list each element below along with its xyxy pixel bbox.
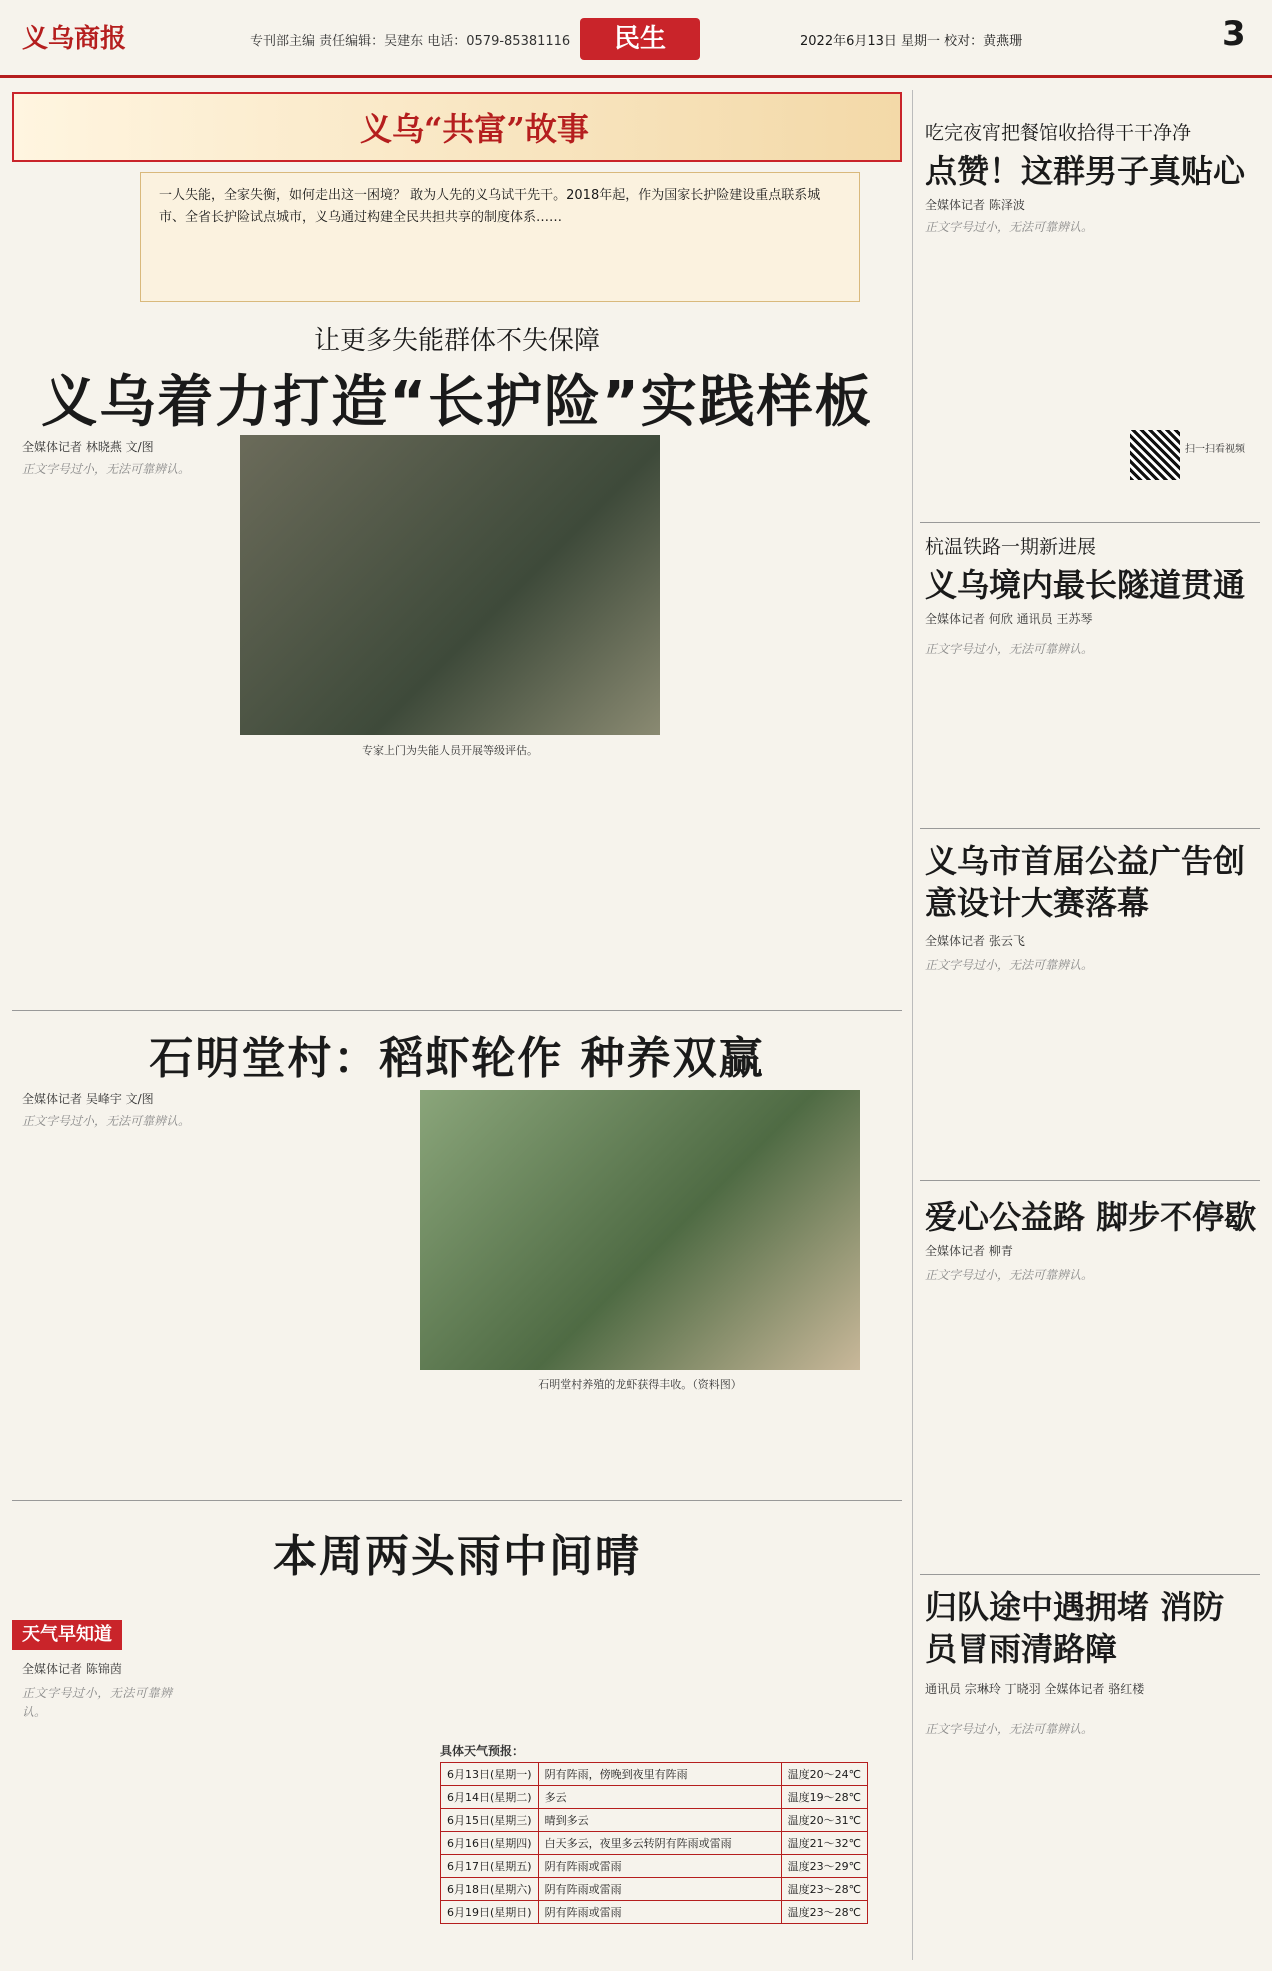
a2-body: 正文字号过小，无法可靠辨认。 [925, 642, 1094, 656]
a1-body: 正文字号过小，无法可靠辨认。 [925, 220, 1094, 234]
lead-subhead: 让更多失能群体不失保障 [313, 326, 600, 356]
forecast-temp: 温度23～28℃ [781, 1878, 867, 1901]
forecast-row [441, 1855, 868, 1878]
forecast-day: 6月14日(星期二) [441, 1786, 539, 1809]
forecast-desc: 阴有阵雨或雷雨 [538, 1855, 781, 1878]
lead-byline: 全媒体记者 林晓燕 文/图 [22, 440, 154, 454]
forecast-row [441, 1901, 868, 1924]
shrimp-headline: 石明堂村：稻虾轮作 种养双赢 [149, 1033, 765, 1084]
shrimp-byline: 全媒体记者 吴峰宇 文/图 [22, 1092, 154, 1106]
editor-meta: 专刊部主编 责任编辑：吴建东 电话：0579-85381116 [250, 34, 571, 49]
qr-code-icon[interactable] [1130, 430, 1180, 480]
forecast-desc: 多云 [538, 1786, 781, 1809]
divider [920, 828, 1260, 829]
a4-byline: 全媒体记者 柳青 [925, 1244, 1013, 1258]
forecast-row [441, 1878, 868, 1901]
forecast-temp: 温度21～32℃ [781, 1832, 867, 1855]
issue-date: 2022年6月13日 星期一 校对：黄燕珊 [800, 34, 1023, 49]
forecast-day: 6月18日(星期六) [441, 1878, 539, 1901]
a1-byline: 全媒体记者 陈泽波 [925, 198, 1025, 212]
page-number: 3 [1222, 14, 1246, 54]
forecast-day: 6月13日(星期一) [441, 1763, 539, 1786]
newspaper-logo: 义乌商报 [22, 24, 127, 54]
forecast-desc: 阴有阵雨或雷雨 [538, 1878, 781, 1901]
a1-headline: 点赞！这群男子真贴心 [925, 152, 1246, 190]
section-label: 民生 [580, 18, 700, 60]
forecast-temp: 温度23～29℃ [781, 1855, 867, 1878]
forecast-day: 6月16日(星期四) [441, 1832, 539, 1855]
weather-body: 正文字号过小，无法可靠辨认。 [22, 1686, 172, 1719]
a2-subhead: 杭温铁路一期新进展 [925, 536, 1097, 558]
divider [920, 1180, 1260, 1181]
a3-body: 正文字号过小，无法可靠辨认。 [925, 958, 1094, 972]
forecast-table-title: 具体天气预报： [440, 1744, 525, 1758]
forecast-desc: 晴到多云 [538, 1809, 781, 1832]
a5-byline: 通讯员 宗琳玲 丁晓羽 全媒体记者 骆红楼 [925, 1682, 1145, 1696]
a2-headline: 义乌境内最长隧道贯通 [925, 566, 1246, 604]
shrimp-body: 正文字号过小，无法可靠辨认。 [22, 1114, 191, 1128]
forecast-temp: 温度23～28℃ [781, 1901, 867, 1924]
a2-byline: 全媒体记者 何欣 通讯员 王苏琴 [925, 612, 1093, 626]
forecast-row [441, 1786, 868, 1809]
divider [12, 1500, 902, 1501]
forecast-row [441, 1763, 868, 1786]
forecast-desc: 阴有阵雨，傍晚到夜里有阵雨 [538, 1763, 781, 1786]
forecast-temp: 温度20～31℃ [781, 1809, 867, 1832]
lead-headline: 义乌着力打造“长护险”实践样板 [41, 370, 873, 435]
lead-body: 正文字号过小，无法可靠辨认。 [22, 462, 191, 476]
a1-subhead: 吃完夜宵把餐馆收拾得干干净净 [925, 122, 1192, 144]
a3-byline: 全媒体记者 张云飞 [925, 934, 1025, 948]
forecast-desc: 阴有阵雨或雷雨 [538, 1901, 781, 1924]
weather-tag: 天气早知道 [12, 1620, 122, 1650]
weather-headline: 本周两头雨中间晴 [273, 1531, 641, 1582]
a3-headline: 义乌市首届公益广告创意设计大赛落幕 [925, 842, 1246, 922]
forecast-row [441, 1809, 868, 1832]
lead-intro: 一人失能，全家失衡，如何走出这一困境？ 敢为人先的义乌试干先干。2018年起，作为国家长护险建设重点联系城市、全省长护险试点城市，义乌通过构建全民共担共享的制度体系…… [140, 172, 860, 302]
shrimp-photo [420, 1090, 860, 1370]
weather-byline: 全媒体记者 陈锦茵 [22, 1662, 122, 1676]
divider [12, 1010, 902, 1011]
divider [920, 522, 1260, 523]
a4-body: 正文字号过小，无法可靠辨认。 [925, 1268, 1094, 1282]
lead-photo [240, 435, 660, 735]
shrimp-photo-caption: 石明堂村养殖的龙虾获得丰收。（资料图） [538, 1378, 742, 1391]
forecast-temp: 温度19～28℃ [781, 1786, 867, 1809]
series-title: 义乌“共富”故事 [360, 110, 589, 148]
a5-headline: 归队途中遇拥堵 消防员冒雨清路障 [925, 1588, 1225, 1668]
lead-photo-caption: 专家上门为失能人员开展等级评估。 [362, 744, 538, 757]
forecast-day: 6月17日(星期五) [441, 1855, 539, 1878]
qr-label: 扫一扫看视频 [1185, 444, 1245, 455]
forecast-day: 6月19日(星期日) [441, 1901, 539, 1924]
forecast-temp: 温度20～24℃ [781, 1763, 867, 1786]
forecast-table [440, 1762, 868, 1924]
a5-body: 正文字号过小，无法可靠辨认。 [925, 1722, 1094, 1736]
a4-headline: 爱心公益路 脚步不停歇 [925, 1198, 1257, 1236]
forecast-row [441, 1832, 868, 1855]
forecast-desc: 白天多云，夜里多云转阴有阵雨或雷雨 [538, 1832, 781, 1855]
divider [920, 1574, 1260, 1575]
forecast-day: 6月15日(星期三) [441, 1809, 539, 1832]
